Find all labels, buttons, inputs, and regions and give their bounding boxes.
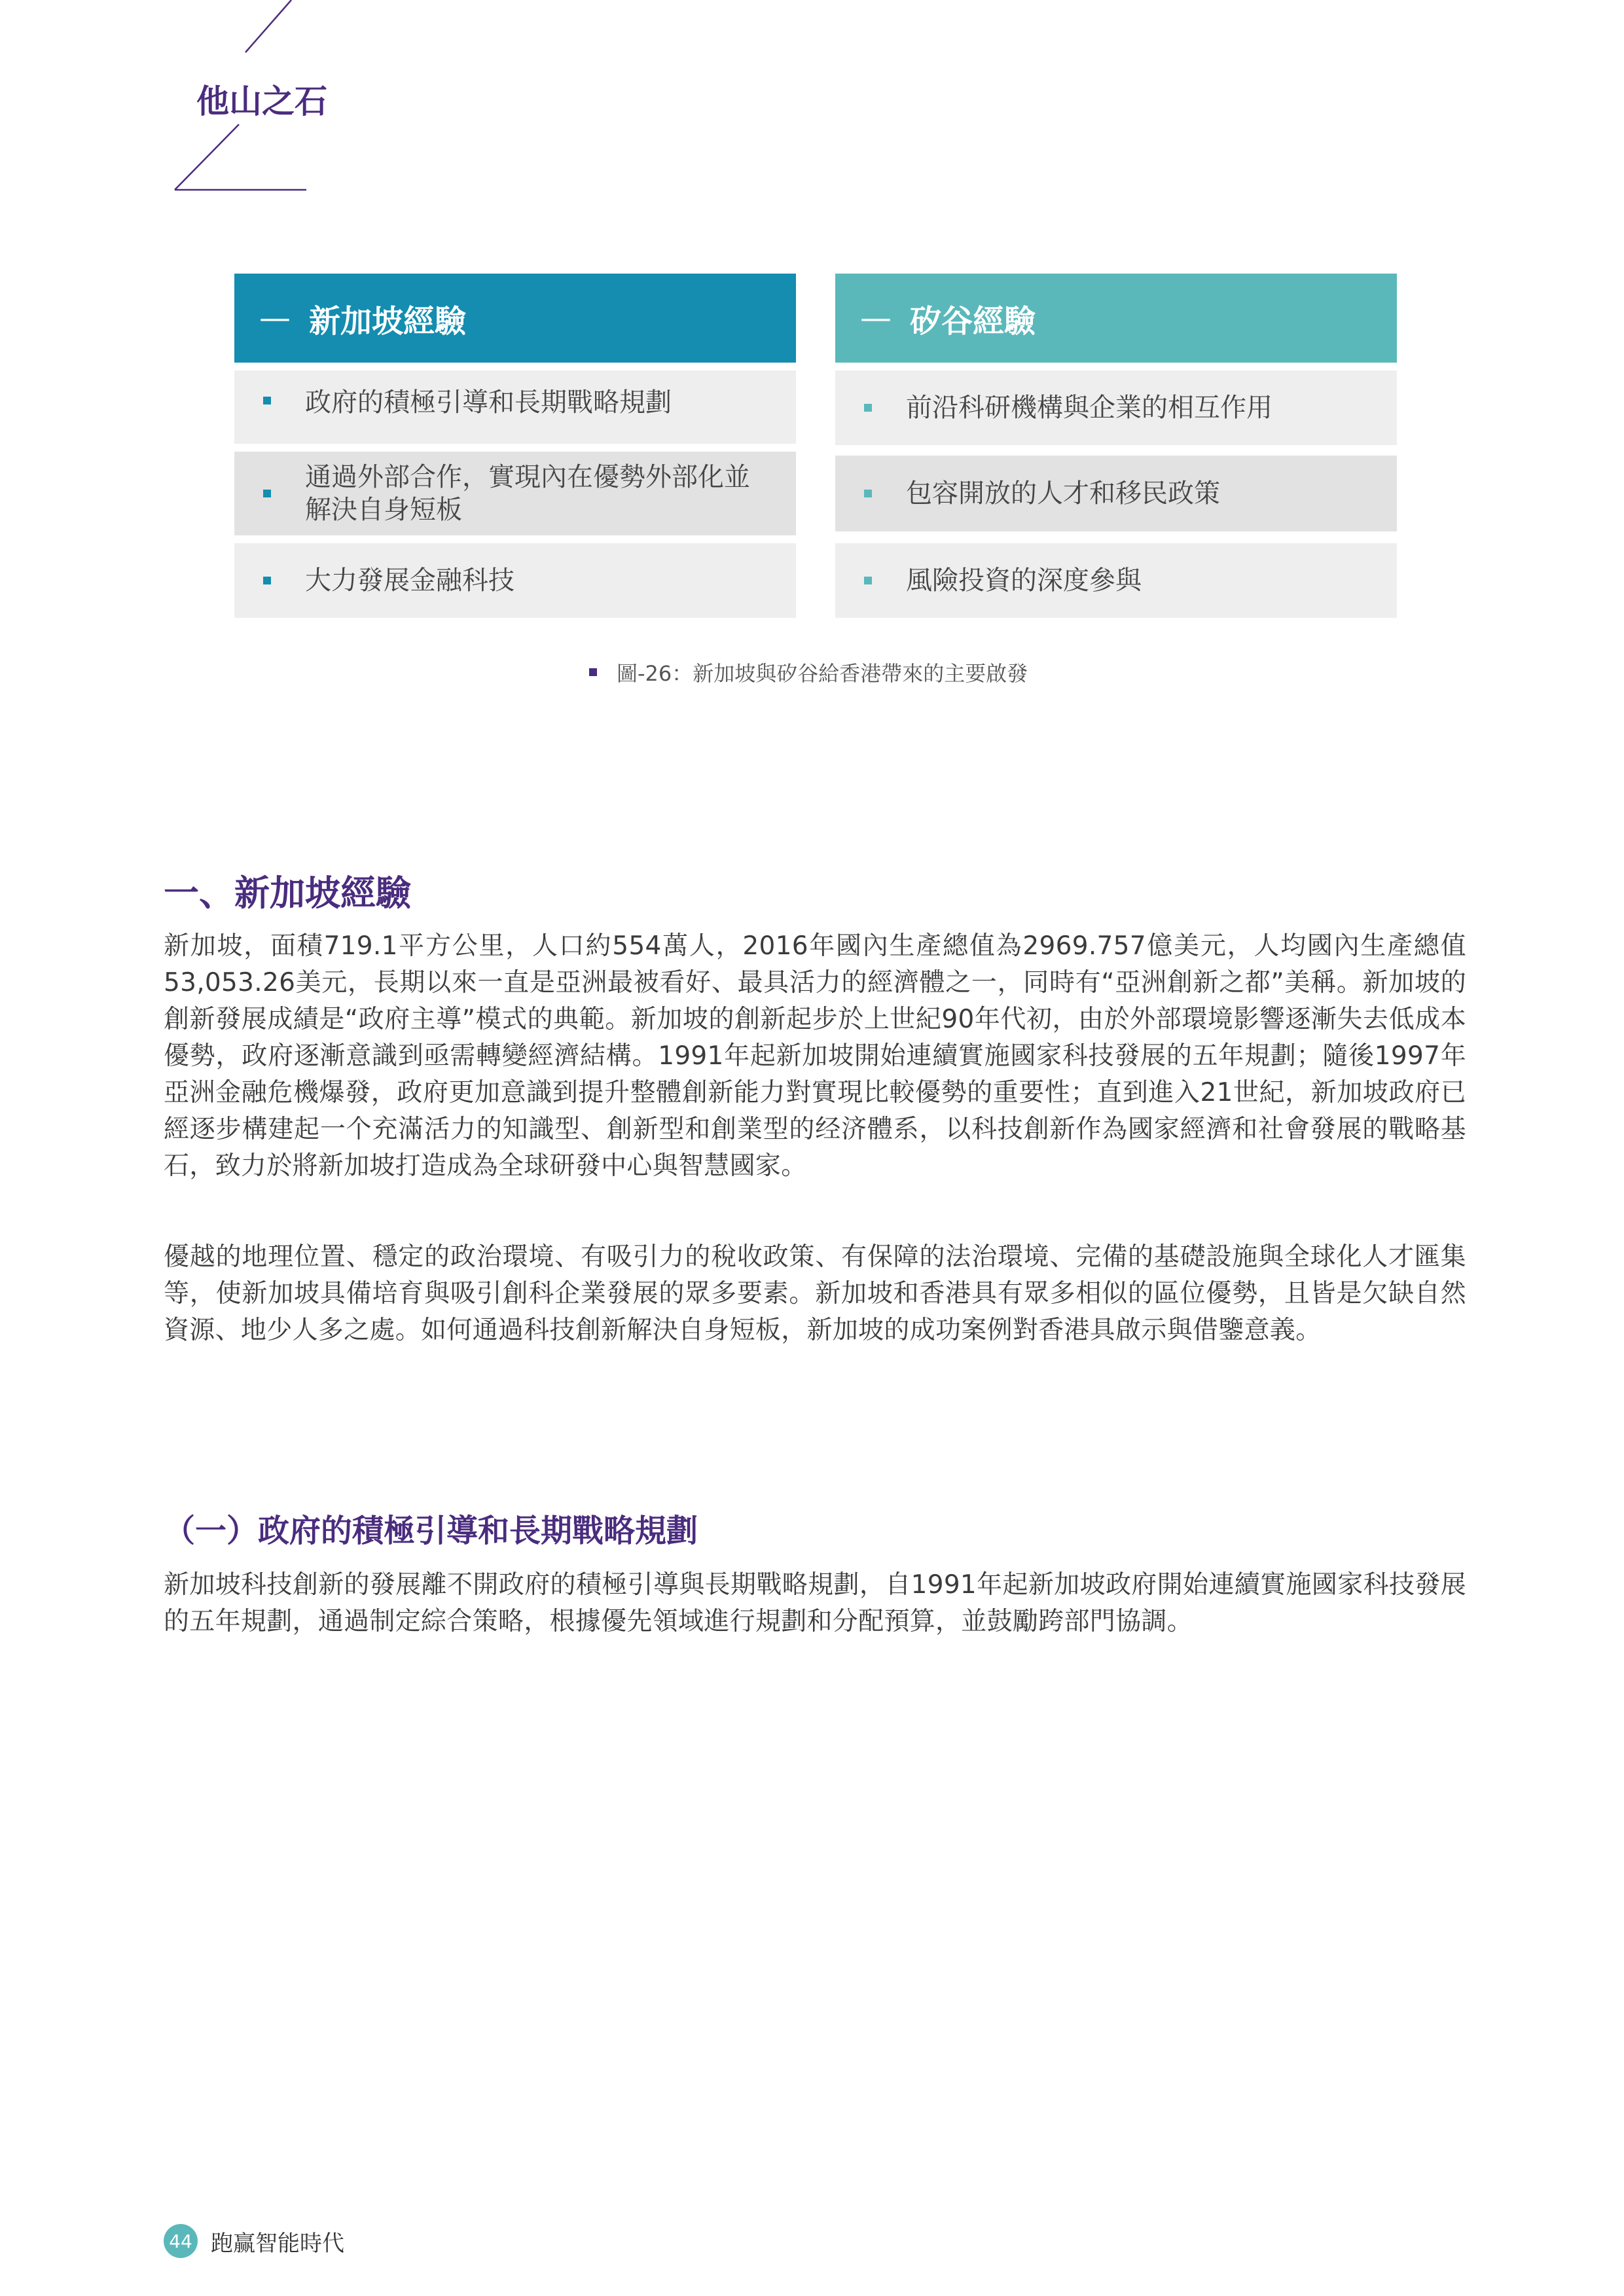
list-item [234, 452, 796, 535]
subsection-heading: （一）政府的積極引導和長期戰略規劃 [164, 1513, 698, 1549]
body-paragraph: 新加坡，面積719.1平方公里，人口約554萬人，2016年國內生產總值為2969.757億美元，人均國內生產總值53,053.26美元，長期以來一直是亞洲最被看好、最具活力的經濟體之一，同時有“亞洲創新之都”美稱。新加坡的創新發展成績是“政府主導”模式的典範。新加坡的創新起步於上世紀90年代初，由於外部環境影響逐漸失去低成本優勢，政府逐漸意識到亟需轉變經濟結構。1991年起新加坡開始連續實施國家科技發展的五年規劃；隨後1997年亞洲金融危機爆發，政府更加意識到提升整體創新能力對實現比較優勢的重要性；直到進入21世紀，新加坡政府已經逐步構建起一个充滿活力的知識型、創新型和創業型的经济體系，以科技創新作為國家經濟和社會發展的戰略基石，致力於將新加坡打造成為全球研發中心與智慧國家。 [164, 931, 1466, 1181]
singapore-column-header [234, 274, 796, 363]
list-item [835, 370, 1397, 445]
list-item [234, 370, 796, 444]
figure-caption [589, 657, 1028, 687]
section-tag: 他山之石 [196, 82, 327, 120]
singapore-experience-column [234, 274, 796, 596]
list-item-text: 大力發展金融科技 [305, 565, 514, 596]
square-bullet-icon [263, 577, 271, 584]
square-bullet-icon [864, 490, 872, 497]
singapore-column-title: 新加坡經驗 [309, 302, 467, 340]
dash-icon: — [259, 300, 291, 336]
body-paragraph: 新加坡科技創新的發展離不開政府的積極引導與長期戰略規劃，自1991年起新加坡政府開始連續實施國家科技發展的五年規劃，通過制定綜合策略，根據優先領域進行規劃和分配預算，並鼓勵跨部門協調。 [164, 1570, 1466, 1636]
square-bullet-icon [589, 668, 597, 676]
body-paragraph: 優越的地理位置、穩定的政治環境、有吸引力的稅收政策、有保障的法治環境、完備的基礎設施與全球化人才匯集等，使新加坡具備培育與吸引創科企業發展的眾多要素。新加坡和香港具有眾多相似的區位優勢，且皆是欠缺自然資源、地少人多之處。如何通過科技創新解決自身短板，新加坡的成功案例對香港具啟示與借鑒意義。 [164, 1242, 1466, 1345]
list-item-text: 前沿科研機構與企業的相互作用 [906, 393, 1272, 423]
silicon-valley-column-header [835, 274, 1397, 363]
figure-caption-text: 圖-26：新加坡與矽谷給香港帶來的主要啟發 [617, 661, 1028, 686]
list-item-text: 政府的積極引導和長期戰略規劃 [305, 387, 672, 418]
page-footer [164, 2224, 344, 2258]
list-item [835, 543, 1397, 618]
list-item [835, 456, 1397, 531]
publication-title: 跑赢智能時代 [211, 2230, 344, 2257]
square-bullet-icon [263, 490, 271, 497]
section-heading: 一、新加坡經驗 [164, 872, 411, 914]
square-bullet-icon [864, 577, 872, 584]
square-bullet-icon [864, 404, 872, 412]
silicon-valley-experience-column [835, 274, 1397, 596]
dash-icon: — [860, 300, 892, 336]
silicon-valley-column-title: 矽谷經驗 [910, 302, 1036, 340]
list-item-text: 通過外部合作，實現內在優勢外部化並 解決自身短板 [305, 462, 750, 525]
page-number: 44 [164, 2224, 198, 2258]
list-item-text: 包容開放的人才和移民政策 [906, 478, 1220, 509]
list-item [234, 543, 796, 618]
square-bullet-icon [263, 397, 271, 404]
list-item-text: 風險投資的深度參與 [906, 565, 1142, 596]
